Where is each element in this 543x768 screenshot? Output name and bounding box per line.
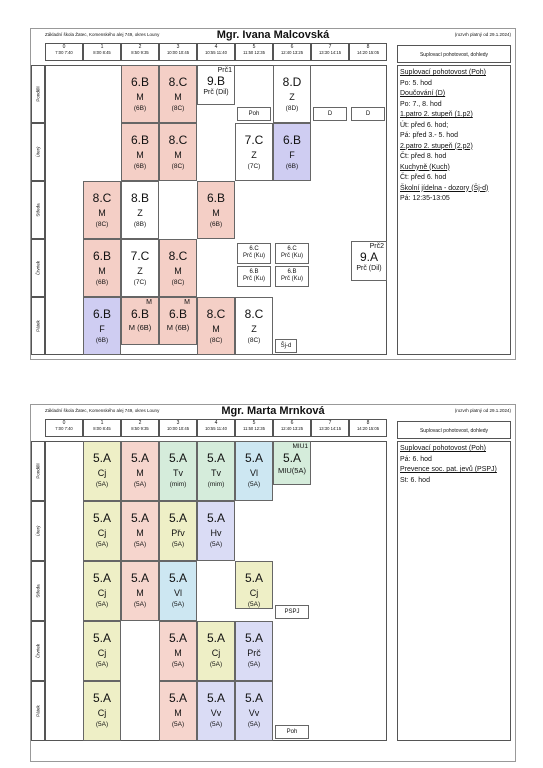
lesson-cell[interactable]: Prč2 9.A Prč (Dil) — [351, 241, 387, 281]
teacher-name: Mgr. Marta Mrnková — [221, 405, 325, 417]
duty-line: Po: 5. hod — [400, 79, 432, 87]
validity-date: (rozvrh platný od 29.1.2024) — [454, 32, 511, 37]
duty-line: Pá: 12:35-13:05 — [400, 195, 450, 202]
validity-date: (rozvrh platný od 29.1.2024) — [454, 408, 511, 413]
lesson-cell[interactable]: 5.A M (5A) — [159, 621, 197, 681]
lesson-cell[interactable]: 5.A M (5A) — [121, 501, 159, 561]
period-header: 3 10:00 10:45 — [159, 419, 197, 437]
lesson-cell[interactable]: 5.A Cj (5A) — [83, 441, 121, 501]
timetable-sheet-malcovska — [30, 28, 516, 360]
lesson-cell[interactable]: 6.B M (6B) — [121, 123, 159, 181]
duty-line: 1.patro 2. stupeň (1.p2) — [400, 111, 473, 118]
lesson-cell[interactable]: 5.A Tv (mim) — [197, 441, 235, 501]
period-header: 6 12:40 13:25 — [273, 419, 311, 437]
lesson-cell[interactable]: 8.B Z (8B) — [121, 181, 159, 239]
lesson-cell[interactable]: 5.A Přv (5A) — [159, 501, 197, 561]
period-header: 5 11:50 12:35 — [235, 43, 273, 61]
lesson-cell[interactable]: 6.B F (6B) — [273, 123, 311, 181]
lesson-cell[interactable]: 8.C M (8C) — [197, 297, 235, 355]
day-label: Středa — [31, 181, 45, 239]
day-label: Pátek — [31, 297, 45, 355]
period-header: 6 12:40 13:25 — [273, 43, 311, 61]
lesson-cell[interactable]: 6.B M (6B) — [197, 181, 235, 239]
day-label: Čtvrtek — [31, 621, 45, 681]
duty-header: Suplovací pohotovost, dohledy — [397, 421, 511, 439]
lesson-cell[interactable]: 6.B M (6B) — [83, 239, 121, 297]
day-label: Čtvrtek — [31, 239, 45, 297]
period-header: 0 7:00 7:40 — [45, 419, 83, 437]
duty-line: Čt: před 6. hod — [400, 174, 447, 181]
duty-panel — [397, 65, 511, 355]
duty-cell[interactable]: PSPJ — [275, 605, 309, 619]
duty-line: Út: před 6. hod; — [400, 121, 449, 129]
lesson-cell[interactable]: 6.C Prč (Ku) — [237, 243, 271, 264]
lesson-cell[interactable]: 5.A Prč (5A) — [235, 621, 273, 681]
lesson-cell[interactable]: 7.C Z (7C) — [235, 123, 273, 181]
period-header: 2 8:50 9:35 — [121, 43, 159, 61]
lesson-cell[interactable]: 8.D Z (8D) — [273, 65, 311, 123]
duty-line: St: 6. hod — [400, 476, 430, 484]
duty-line: Suplovací pohotovost (Poh) — [400, 445, 486, 452]
period-header: 1 8:00 8:45 — [83, 43, 121, 61]
duty-line: Školní jídelna - dozory (Šj-d) — [400, 184, 489, 192]
lesson-cell[interactable]: 5.A Vv (5A) — [235, 681, 273, 741]
lesson-cell[interactable]: M 6.B M (6B) — [121, 297, 159, 345]
duty-line: Pá: před 3.- 5. hod — [400, 132, 458, 139]
period-header: 2 8:50 9:35 — [121, 419, 159, 437]
lesson-cell[interactable]: 7.C Z (7C) — [121, 239, 159, 297]
period-header: 7 13:30 14:15 — [311, 43, 349, 61]
lesson-cell[interactable]: 5.A Cj (5A) — [235, 561, 273, 609]
lesson-cell[interactable]: 8.C M (8C) — [159, 123, 197, 181]
duty-line: Kuchyně (Kuch) — [400, 163, 450, 171]
duty-line: 2.patro 2. stupeň (2.p2) — [400, 142, 473, 150]
lesson-cell[interactable]: 5.A Cj (5A) — [83, 681, 121, 741]
lesson-cell[interactable]: 5.A Tv (mim) — [159, 441, 197, 501]
lesson-cell[interactable]: 5.A Vl (5A) — [159, 561, 197, 621]
lesson-cell[interactable]: 5.A Cj (5A) — [197, 621, 235, 681]
lesson-cell[interactable]: 5.A Cj (5A) — [83, 621, 121, 681]
day-label: Pátek — [31, 681, 45, 741]
duty-cell[interactable]: Poh — [237, 107, 271, 121]
day-label: Pondělí — [31, 441, 45, 501]
timetable-sheet-mrnkova — [30, 404, 516, 762]
duty-line: Prevence soc. pat. jevů (PSPJ) — [400, 466, 497, 473]
duty-cell[interactable]: Poh — [275, 725, 309, 739]
day-label: Úterý — [31, 123, 45, 181]
lesson-cell[interactable]: 5.A Cj (5A) — [83, 501, 121, 561]
lesson-cell[interactable]: 5.A Vv (5A) — [197, 681, 235, 741]
duty-line: Čt: před 8. hod — [400, 153, 447, 160]
sheet-header — [31, 29, 515, 43]
period-header: 5 11:50 12:35 — [235, 419, 273, 437]
lesson-cell[interactable]: 6.B M (6B) — [121, 65, 159, 123]
lesson-cell[interactable]: 8.C M (8C) — [159, 65, 197, 123]
lesson-cell[interactable]: 5.A M (5A) — [121, 441, 159, 501]
school-name: Základní škola Žatec, Komenského alej 749, okres Louny — [45, 32, 160, 37]
lesson-cell[interactable]: 5.A Cj (5A) — [83, 561, 121, 621]
duty-line: Po: 7., 8. hod — [400, 100, 442, 108]
period-header: 7 13:30 14:15 — [311, 419, 349, 437]
period-header: 0 7:00 7:40 — [45, 43, 83, 61]
teacher-name: Mgr. Ivana Malcovská — [216, 29, 330, 41]
duty-line: Doučování (D) — [400, 90, 446, 97]
lesson-cell[interactable]: 5.A M (5A) — [159, 681, 197, 741]
school-name: Základní škola Žatec, Komenského alej 749, okres Louny — [45, 408, 160, 413]
duty-line: Pá: 6. hod — [400, 455, 432, 463]
lesson-cell[interactable]: 6.B Prč (Ku) — [237, 266, 271, 287]
period-header: 3 10:00 10:45 — [159, 43, 197, 61]
lesson-cell[interactable]: 8.C Z (8C) — [235, 297, 273, 355]
duty-cell[interactable]: D — [313, 107, 347, 121]
period-header: 1 8:00 8:45 — [83, 419, 121, 437]
period-header: 8 14:20 15:05 — [349, 419, 387, 437]
duty-header: Suplovací pohotovost, dohledy — [397, 45, 511, 63]
lesson-cell[interactable]: 5.A Hv (5A) — [197, 501, 235, 561]
duty-panel — [397, 441, 511, 741]
duty-line: Suplovací pohotovost (Poh) — [400, 69, 486, 76]
period-header: 4 10:55 11:40 — [197, 419, 235, 437]
lesson-cell[interactable]: 6.C Prč (Ku) — [275, 243, 309, 264]
lesson-cell[interactable]: 6.B Prč (Ku) — [275, 266, 309, 287]
lesson-cell[interactable]: 5.A Vl (5A) — [235, 441, 273, 501]
duty-cell[interactable]: Šj-d — [275, 339, 297, 353]
sheet-header — [31, 405, 515, 419]
lesson-cell[interactable]: 8.C M (8C) — [159, 239, 197, 297]
lesson-cell[interactable]: Prč1 9.B Prč (Dil) — [197, 65, 235, 105]
day-label: Pondělí — [31, 65, 45, 123]
lesson-cell[interactable]: 5.A M (5A) — [121, 561, 159, 621]
lesson-cell[interactable]: 6.B F (6B) — [83, 297, 121, 355]
period-header: 4 10:55 11:40 — [197, 43, 235, 61]
period-header: 8 14:20 15:05 — [349, 43, 387, 61]
day-label: Úterý — [31, 501, 45, 561]
lesson-cell[interactable]: 8.C M (8C) — [83, 181, 121, 239]
lesson-cell[interactable]: MIU1 5.A MIU(5A) — [273, 441, 311, 485]
day-label: Středa — [31, 561, 45, 621]
duty-cell[interactable]: D — [351, 107, 385, 121]
lesson-cell[interactable]: M 6.B M (6B) — [159, 297, 197, 345]
